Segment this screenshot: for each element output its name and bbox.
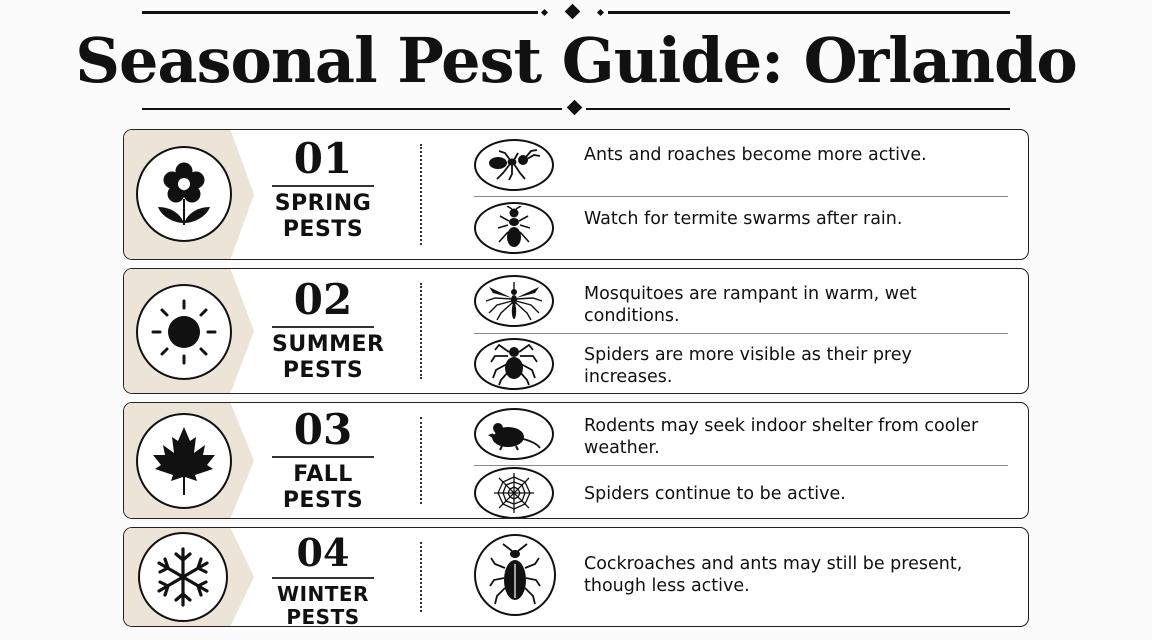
season-label: FALL (293, 461, 353, 487)
top-rule-left (142, 11, 538, 14)
flower-icon (136, 146, 232, 242)
mosquito-icon (474, 275, 554, 327)
season-number: 04 (296, 530, 350, 575)
pest-description: Spiders are more visible as their prey increases. (584, 345, 912, 387)
bottom-rule-right (586, 108, 1010, 110)
pest-divider (474, 196, 1008, 197)
season-label-sub: PESTS (282, 216, 364, 242)
pest-description: Spiders continue to be active. (584, 484, 846, 504)
dotted-separator (420, 542, 422, 612)
season-number-block (272, 275, 385, 384)
season-label: SPRING (274, 190, 372, 216)
pest-description: Rodents may seek indoor shelter from cooler weather. (584, 416, 979, 458)
dotted-separator (420, 144, 422, 245)
header (0, 0, 1152, 125)
number-underline (272, 326, 374, 328)
bottom-diamond-ornament (567, 100, 583, 116)
season-number: 02 (293, 275, 353, 324)
small-diamond-ornament (597, 9, 604, 16)
pest-description: Mosquitoes are rampant in warm, wet conditions. (584, 284, 917, 326)
top-rule-right (608, 11, 1010, 14)
spider-web-icon (474, 467, 554, 519)
number-underline (272, 456, 374, 458)
pest-description: Watch for termite swarms after rain. (584, 209, 903, 229)
snowflake-icon (138, 532, 228, 622)
spider-icon (474, 338, 554, 390)
maple-leaf-icon (136, 413, 232, 509)
cockroach-icon (474, 534, 556, 616)
number-underline (272, 185, 374, 187)
dotted-separator (420, 283, 422, 379)
season-number-block (272, 532, 374, 627)
season-label-sub: PESTS (282, 357, 364, 383)
season-card-summer (123, 268, 1029, 394)
season-number: 03 (293, 405, 353, 454)
dotted-separator (420, 417, 422, 504)
season-card-fall (123, 402, 1029, 519)
season-number-block (272, 136, 374, 243)
pest-divider (474, 465, 1008, 466)
termite-icon (474, 202, 554, 254)
small-diamond-ornament (541, 9, 548, 16)
bottom-rule-left (142, 108, 562, 110)
mouse-icon (474, 408, 554, 460)
season-card-spring (123, 129, 1029, 260)
ant-icon (474, 139, 554, 191)
sun-icon (136, 284, 232, 380)
pest-description: Cockroaches and ants may still be present, though less active. (584, 554, 963, 596)
season-label: WINTER (277, 581, 369, 606)
season-label-sub: PESTS (286, 604, 360, 627)
pest-divider (474, 333, 1008, 334)
season-card-winter (123, 527, 1029, 627)
season-label: SUMMER (272, 331, 385, 357)
number-underline (272, 577, 374, 579)
season-number-block (272, 407, 374, 514)
center-diamond-ornament (565, 4, 581, 20)
season-label-sub: PESTS (282, 487, 364, 513)
page-title: Seasonal Pest Guide: Orlando (75, 24, 1077, 97)
season-number: 01 (293, 134, 353, 183)
pest-description: Ants and roaches become more active. (584, 145, 927, 165)
